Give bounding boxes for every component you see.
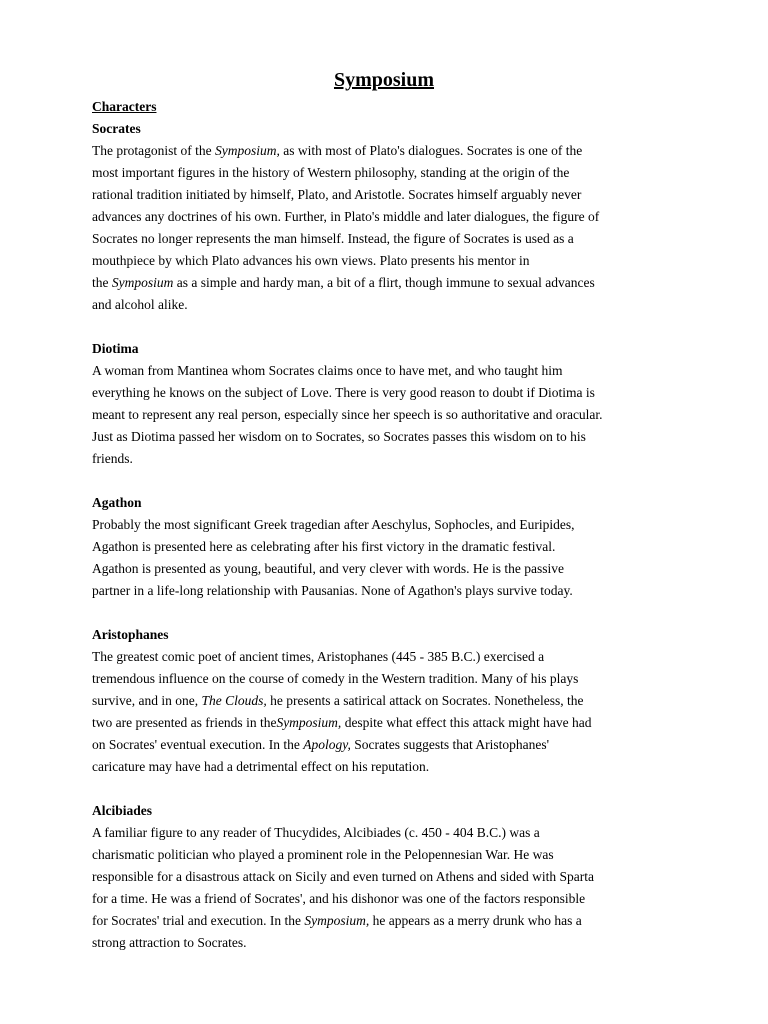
text-line [92, 910, 768, 932]
text-run: on Socrates' eventual execution. In the [92, 737, 304, 752]
document-title: Symposium [333, 69, 435, 91]
text-run: friends. [92, 451, 133, 466]
text-line [92, 558, 768, 580]
text-line [92, 294, 768, 316]
text-run: the [92, 275, 112, 290]
character-description [92, 514, 768, 602]
text-line [92, 514, 768, 536]
text-line [92, 162, 768, 184]
text-line [92, 756, 768, 778]
text-run: Agathon is presented here as celebrating after his first victory in the dramatic festival. [92, 539, 556, 554]
text-run: responsible for a disastrous attack on Sicily and even turned on Athens and sided with Sparta [92, 869, 595, 884]
text-run: strong attraction to Socrates. [92, 935, 247, 950]
text-run: Socrates no longer represents the man himself. Instead, the figure of Socrates is used as a [92, 231, 574, 246]
text-run: The greatest comic poet of ancient times, Aristophanes (445 - 385 B.C.) exercised a [92, 649, 545, 664]
text-run: tremendous influence on the course of comedy in the Western tradition. Many of his plays [92, 671, 579, 686]
italic-title: Symposium, [214, 143, 280, 158]
text-run: as a simple and hardy man, a bit of a flirt, though immune to sexual advances [173, 275, 595, 290]
text-run: for Socrates' trial and execution. In the [92, 913, 305, 928]
character-description [92, 140, 768, 316]
character-name: Agathon [92, 495, 142, 510]
character-description [92, 646, 768, 778]
text-run: as with most of Plato's dialogues. Socrates is one of the [279, 143, 583, 158]
text-line [92, 404, 768, 426]
text-run: caricature may have had a detrimental effect on his reputation. [92, 759, 430, 774]
text-line [92, 646, 768, 668]
text-run: Socrates suggests that Aristophanes' [350, 737, 550, 752]
italic-title: Symposium, [276, 715, 342, 730]
text-line [92, 888, 768, 910]
character-section [92, 118, 768, 316]
text-line [92, 382, 768, 404]
text-line [92, 690, 768, 712]
text-line [92, 360, 768, 382]
text-run: A woman from Mantinea whom Socrates claims once to have met, and who taught him [92, 363, 563, 378]
text-line [92, 426, 768, 448]
italic-title: The Clouds, [201, 693, 267, 708]
text-line [92, 580, 768, 602]
section-spacer [92, 470, 768, 492]
text-line [92, 866, 768, 888]
text-run: Agathon is presented as young, beautiful, and very clever with words. He is the passive [92, 561, 565, 576]
character-section [92, 800, 768, 954]
text-run: two are presented as friends in the [92, 715, 277, 730]
text-line [92, 536, 768, 558]
text-line [92, 250, 768, 272]
character-section [92, 492, 768, 602]
italic-title: Symposium [111, 275, 174, 290]
section-spacer [92, 602, 768, 624]
text-run: advances any doctrines of his own. Further, in Plato's middle and later dialogues, the figure of [92, 209, 600, 224]
text-run: he presents a satirical attack on Socrates. Nonetheless, the [266, 693, 584, 708]
text-run: mouthpiece by which Plato advances his own views. Plato presents his mentor in [92, 253, 530, 268]
text-run: Just as Diotima passed her wisdom on to Socrates, so Socrates passes this wisdom on to his [92, 429, 586, 444]
character-name: Socrates [92, 121, 141, 136]
text-run: Probably the most significant Greek tragedian after Aeschylus, Sophocles, and Euripides, [92, 517, 575, 532]
italic-title: Apology, [303, 737, 351, 752]
character-description [92, 822, 768, 954]
character-name: Diotima [92, 341, 139, 356]
text-run: despite what effect this attack might have had [341, 715, 592, 730]
text-line [92, 668, 768, 690]
text-line [92, 228, 768, 250]
italic-title: Symposium, [304, 913, 370, 928]
text-run: charismatic politician who played a prominent role in the Pelopennesian War. He was [92, 847, 554, 862]
text-line [92, 272, 768, 294]
text-line [92, 822, 768, 844]
text-run: rational tradition initiated by himself, Plato, and Aristotle. Socrates himself arguably never [92, 187, 582, 202]
character-section [92, 338, 768, 470]
text-run: A familiar figure to any reader of Thucydides, Alcibiades (c. 450 - 404 B.C.) was a [92, 825, 540, 840]
text-run: meant to represent any real person, especially since her speech is so authoritative and oracular. [92, 407, 603, 422]
character-name: Aristophanes [92, 627, 169, 642]
text-line [92, 734, 768, 756]
text-run: survive, and in one, [92, 693, 202, 708]
section-spacer [92, 316, 768, 338]
text-line [92, 206, 768, 228]
text-run: for a time. He was a friend of Socrates', and his dishonor was one of the factors responsible [92, 891, 586, 906]
text-run: partner in a life-long relationship with Pausanias. None of Agathon's plays survive today. [92, 583, 573, 598]
character-name: Alcibiades [92, 803, 153, 818]
character-list [92, 118, 768, 954]
text-run: most important figures in the history of Western philosophy, standing at the origin of the [92, 165, 570, 180]
section-label: Characters [92, 99, 157, 114]
character-section [92, 624, 768, 778]
text-line [92, 932, 768, 954]
section-spacer [92, 778, 768, 800]
text-line [92, 184, 768, 206]
text-line [92, 140, 768, 162]
text-run: The protagonist of the [92, 143, 215, 158]
text-run: and alcohol alike. [92, 297, 188, 312]
text-run: he appears as a merry drunk who has a [369, 913, 582, 928]
text-line [92, 712, 768, 734]
text-line [92, 844, 768, 866]
character-description [92, 360, 768, 470]
text-run: everything he knows on the subject of Love. There is very good reason to doubt if Diotima is [92, 385, 595, 400]
text-line [92, 448, 768, 470]
